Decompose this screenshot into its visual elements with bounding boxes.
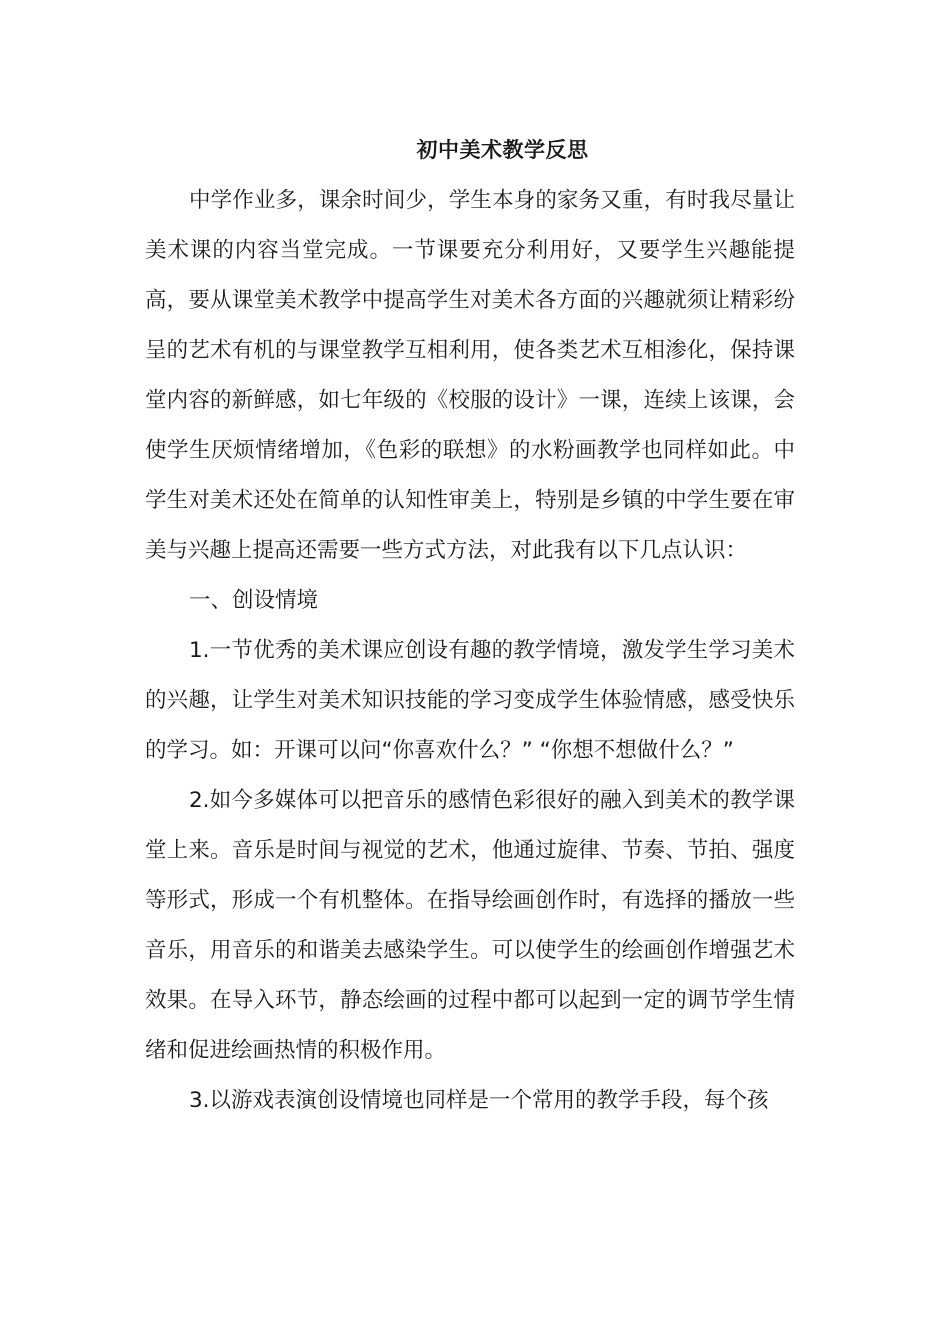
paragraph-intro: 中学作业多，课余时间少，学生本身的家务又重，有时我尽量让美术课的内容当堂完成。一节课要充分利用好，又要学生兴趣能提高，要从课堂美术教学中提高学生对美术各方面的兴趣就须让精彩纷呈的艺术有机的与课堂教学互相利用，使各类艺术互相渗化，保持课堂内容的新鲜感，如七年级的《校服的设计》一课，连续上该课，会使学生厌烦情绪增加，《色彩的联想》的水粉画教学也同样如此。中学生对美术还处在简单的认知性审美上，特别是乡镇的中学生要在审美与兴趣上提高还需要一些方式方法，对此我有以下几点认识： — [145, 188, 795, 563]
paragraph-point-2: 2.如今多媒体可以把音乐的感情色彩很好的融入到美术的教学课堂上来。音乐是时间与视觉的艺术，他通过旋律、节奏、节拍、强度等形式，形成一个有机整体。在指导绘画创作时，有选择的播放一些音乐，用音乐的和谐美去感染学生。可以使学生的绘画创作增强艺术效果。在导入环节，静态绘画的过程中都可以起到一定的调节学生情绪和促进绘画热情的积极作用。 — [145, 788, 795, 1063]
section-heading: 一、创设情境 — [189, 588, 319, 613]
document-title: 初中美术教学反思 — [416, 138, 589, 162]
document-body — [145, 176, 795, 1126]
paragraph-point-1: 1.一节优秀的美术课应创设有趣的教学情境，激发学生学习美术的兴趣，让学生对美术知识技能的学习变成学生体验情感，感受快乐的学习。如：开课可以问“你喜欢什么？” “你想不想做什么？” — [145, 638, 795, 763]
paragraph-point-3: 3.以游戏表演创设情境也同样是一个常用的教学手段，每个孩 — [189, 1088, 769, 1113]
